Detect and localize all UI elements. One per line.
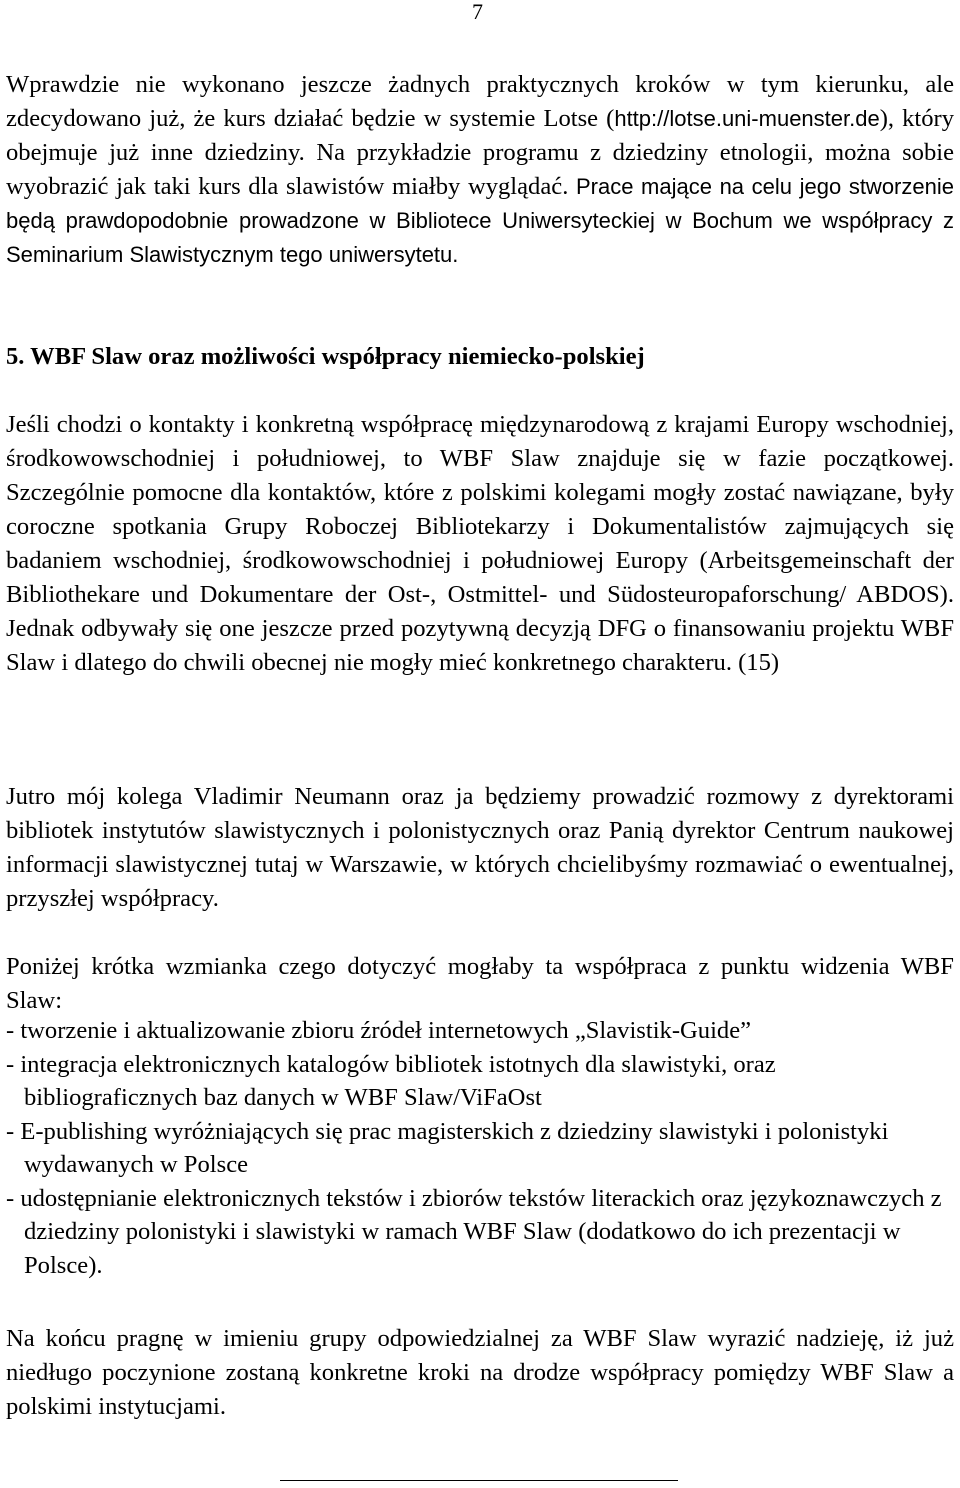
page-number: 7 — [472, 0, 483, 24]
paragraph-closing: Na końcu pragnę w imieniu grupy odpowiedzialnej za WBF Slaw wyrazić nadzieję, iż już niedługo poczynione zostaną konkretne kroki na drodze współpracy pomiędzy WBF Slaw a polskimi instytucjami. — [6, 1325, 954, 1420]
paragraph-lead: Wprawdzie nie wykonano jeszcze żadnych praktycznych kroków w tym kierunku, ale zdecydowano już, że kurs działać będzie w systemie Lotse ( — [6, 71, 954, 132]
list-item: - E-publishing wyróżniających się prac magisterskich z dziedziny slawistyki i polonistyki wydawanych w Polsce — [6, 1117, 889, 1178]
paragraph-talks: Jutro mój kolega Vladimir Neumann oraz ja będziemy prowadzić rozmowy z dyrektorami bibliotek instytutów slawistycznych i polonistycznych oraz Panią dyrektor Centrum naukowej informacji slawistycznej tutaj w Warszawie, w których chcielibyśmy rozmawiać o ewentualnej, przyszłej współpracy. — [6, 783, 954, 912]
section-heading: 5. WBF Slaw oraz możliwości współpracy niemiecko-polskiej — [6, 343, 645, 370]
paragraph-international-cooperation: Jeśli chodzi o kontakty i konkretną współpracę międzynarodową z krajami Europy wschodniej, środkowowschodniej i południowej, to WBF Slaw znajduje się w fazie początkowej. Szczególnie pomocne dla kontaktów, które z polskimi kolegami mogły zostać nawiązane, były coroczne spotkania Grupy Roboczej Bibliotekarzy i Dokumentalistów zajmujących się badaniem wschodniej, środkowowschodniej i południowej Europy (Arbeitsgemeinschaft der Bibliothekare und Dokumentare der Ost-, Ostmittel- und Südosteuropaforschung/ ABDOS). Jednak odbywały się one jeszcze przed pozytywną decyzją DFG o finansowaniu projektu WBF Slaw i dlatego do chwili obecnej nie mogły mieć konkretnego charakteru. (15) — [6, 411, 954, 676]
footnote-separator — [280, 1480, 678, 1481]
paragraph-lotse-course — [6, 68, 954, 272]
paragraph-cooperation-intro: Poniżej krótka wzmianka czego dotyczyć mogłaby ta współpraca z punktu widzenia WBF Slaw: — [6, 953, 954, 1014]
list-item: - integracja elektronicznych katalogów bibliotek istotnych dla slawistyki, oraz bibliograficznych baz danych w WBF Slaw/ViFaOst — [6, 1050, 776, 1111]
paragraph-tail: ), który obejmuje już inne dziedziny. Na przykładzie programu z dziedziny etnologii, można sobie wyobrazić jak taki kurs dla slawistów miałby wyglądać. — [6, 105, 954, 200]
lotse-link[interactable]: http://lotse.uni-muenster.de — [614, 106, 880, 131]
list-item: - tworzenie i aktualizowanie zbioru źródeł internetowych „Slavistik-Guide” — [6, 1017, 752, 1044]
list-item: - udostępnianie elektronicznych tekstów i zbiorów tekstów literackich oraz językoznawczych z dziedziny polonistyki i slawistyki w ramach WBF Slaw (dodatkowo do ich prezentacji w Polsce). — [6, 1184, 942, 1279]
cooperation-list — [6, 1014, 954, 1282]
paragraph-tail-sans: Prace mające na celu jego stworzenie będą prawdopodobnie prowadzone w Bibliotece Uniwersyteckiej w Bochum we współpracy z Seminarium Slawistycznym tego uniwersytetu. — [6, 174, 954, 267]
